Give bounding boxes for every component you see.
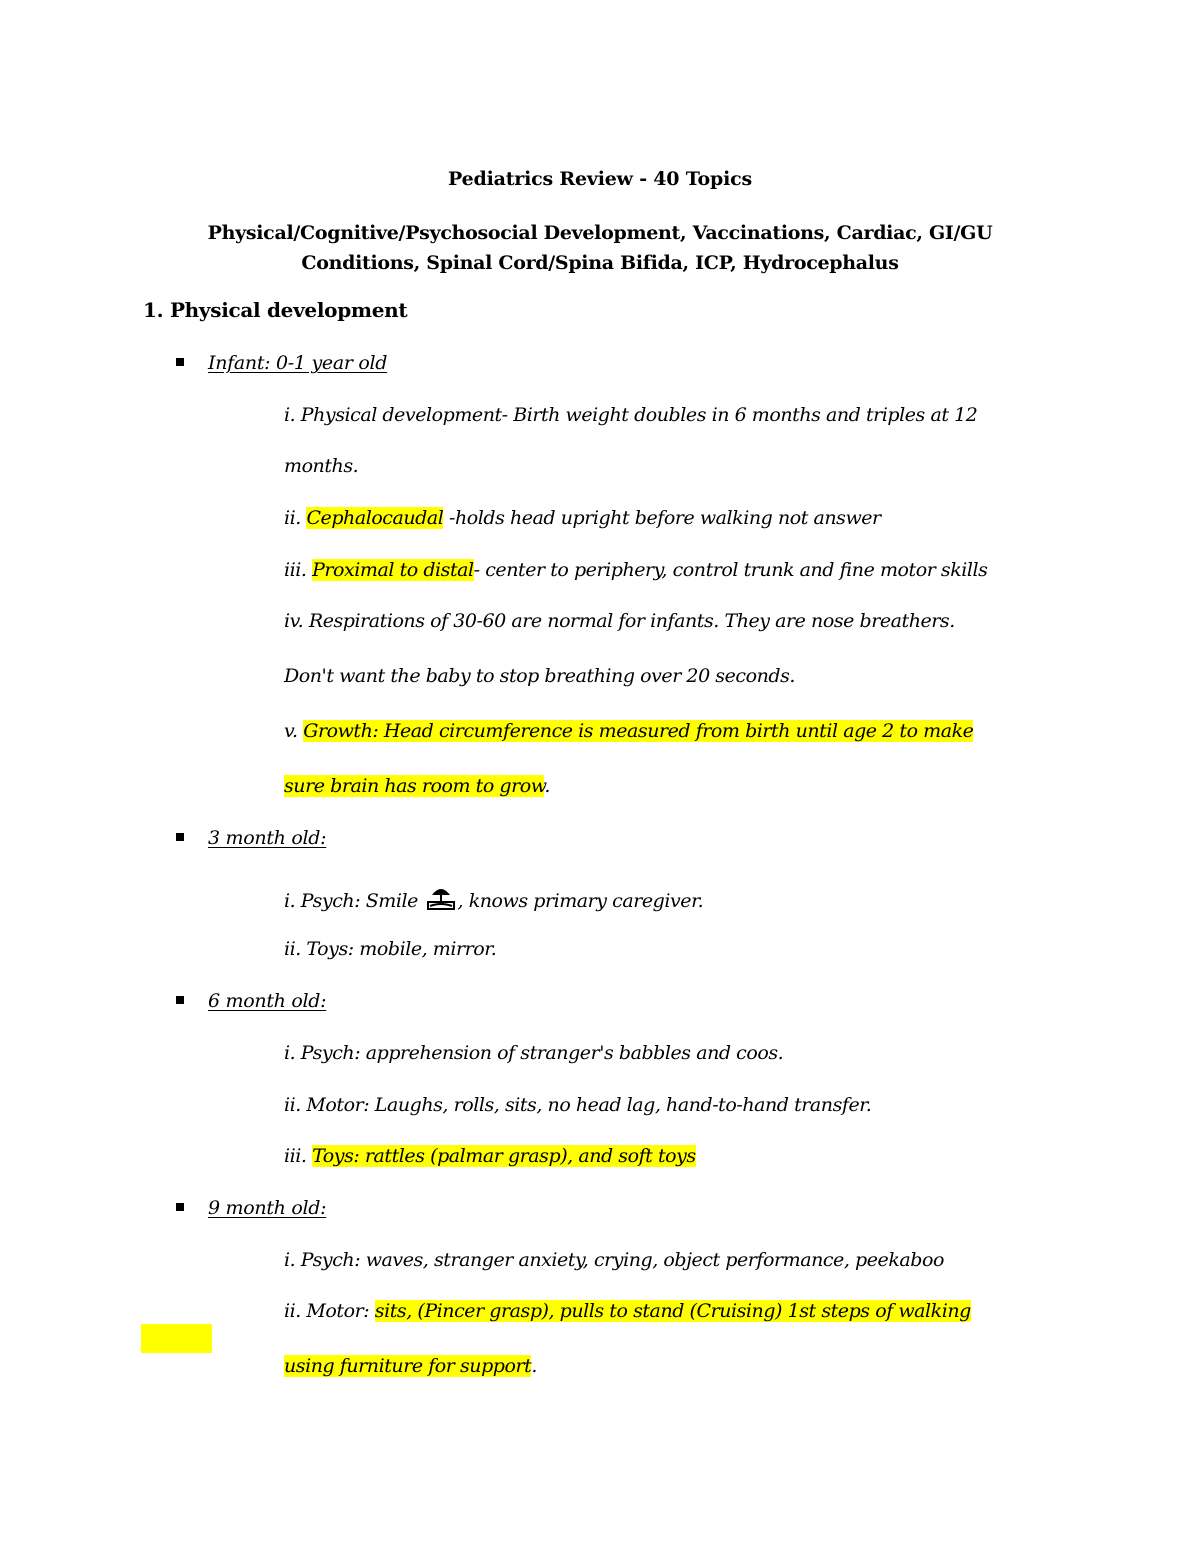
infant-line-5: iv. Respirations of 30-60 are normal for infants. They are nose breathers. [284, 610, 955, 632]
6-month-line-1: i. Psych: apprehension of stranger's babbles and coos. [284, 1042, 784, 1064]
text-segment: i. Psych: Smile [284, 890, 424, 912]
square-bullet-icon [176, 358, 184, 366]
bullet-label: 6 month old: [208, 990, 327, 1012]
text-segment: ii. [284, 507, 307, 529]
square-bullet-icon [176, 833, 184, 841]
text-segment: iii. [284, 1145, 313, 1167]
highlighted-text: Growth: Head circumference is measured from birth until age 2 to make [303, 720, 974, 742]
bullet-label: Infant: 0-1 year old [208, 352, 388, 374]
bullet-6-month [176, 990, 326, 1012]
infant-line-3 [284, 507, 881, 529]
6-month-line-2: ii. Motor: Laughs, rolls, sits, no head lag, hand-to-hand transfer. [284, 1094, 872, 1116]
bullet-9-month [176, 1197, 326, 1219]
bullet-infant [176, 352, 387, 374]
9-month-line-1: i. Psych: waves, stranger anxiety, crying, object performance, peekaboo [284, 1249, 944, 1271]
subtitle-line-1: Physical/Cognitive/Psychosocial Development, Vaccinations, Cardiac, GI/GU [207, 222, 993, 244]
text-segment: - center to periphery, control trunk and fine motor skills [473, 559, 988, 581]
infant-line-2: months. [284, 455, 359, 477]
3-month-line-1 [284, 885, 703, 912]
text-segment: iii. [284, 559, 313, 581]
highlighted-text: sits, (Pincer grasp), pulls to stand (Cruising) 1st steps of walking [374, 1300, 971, 1322]
infant-line-4 [284, 559, 987, 581]
infant-line-8 [284, 775, 550, 797]
9-month-line-2 [284, 1300, 971, 1322]
highlighted-text: Toys: rattles (palmar grasp), and soft toys [312, 1145, 696, 1167]
9-month-line-3 [284, 1355, 537, 1377]
text-segment: . [531, 1355, 537, 1377]
infant-line-6: Don't want the baby to stop breathing over 20 seconds. [284, 665, 795, 687]
page-title: Pediatrics Review - 40 Topics [448, 168, 752, 190]
margin-highlight-mark [141, 1324, 212, 1353]
section-heading-physical-development: 1. Physical development [143, 298, 408, 322]
highlighted-text: Proximal to distal [312, 559, 474, 581]
highlighted-text: using furniture for support [284, 1355, 532, 1377]
bullet-label: 9 month old: [208, 1197, 327, 1219]
infant-line-1: i. Physical development- Birth weight doubles in 6 months and triples at 12 [284, 404, 978, 426]
square-bullet-icon [176, 996, 184, 1004]
page-subtitle [150, 218, 1050, 278]
text-segment: . [544, 775, 550, 797]
beach-umbrella-icon [426, 885, 456, 911]
text-segment: ii. Motor: [284, 1300, 375, 1322]
text-segment: v. [284, 720, 304, 742]
highlighted-text: sure brain has room to grow [284, 775, 545, 797]
highlighted-text: Cephalocaudal [306, 507, 444, 529]
subtitle-line-2: Conditions, Spinal Cord/Spina Bifida, ICP, Hydrocephalus [301, 252, 899, 274]
6-month-line-3 [284, 1145, 696, 1167]
infant-line-7 [284, 720, 973, 742]
text-segment: -holds head upright before walking not answer [443, 507, 881, 529]
bullet-label: 3 month old: [208, 827, 327, 849]
square-bullet-icon [176, 1203, 184, 1211]
text-segment: , knows primary caregiver. [457, 890, 704, 912]
bullet-3-month [176, 827, 326, 849]
3-month-line-2: ii. Toys: mobile, mirror. [284, 938, 497, 960]
